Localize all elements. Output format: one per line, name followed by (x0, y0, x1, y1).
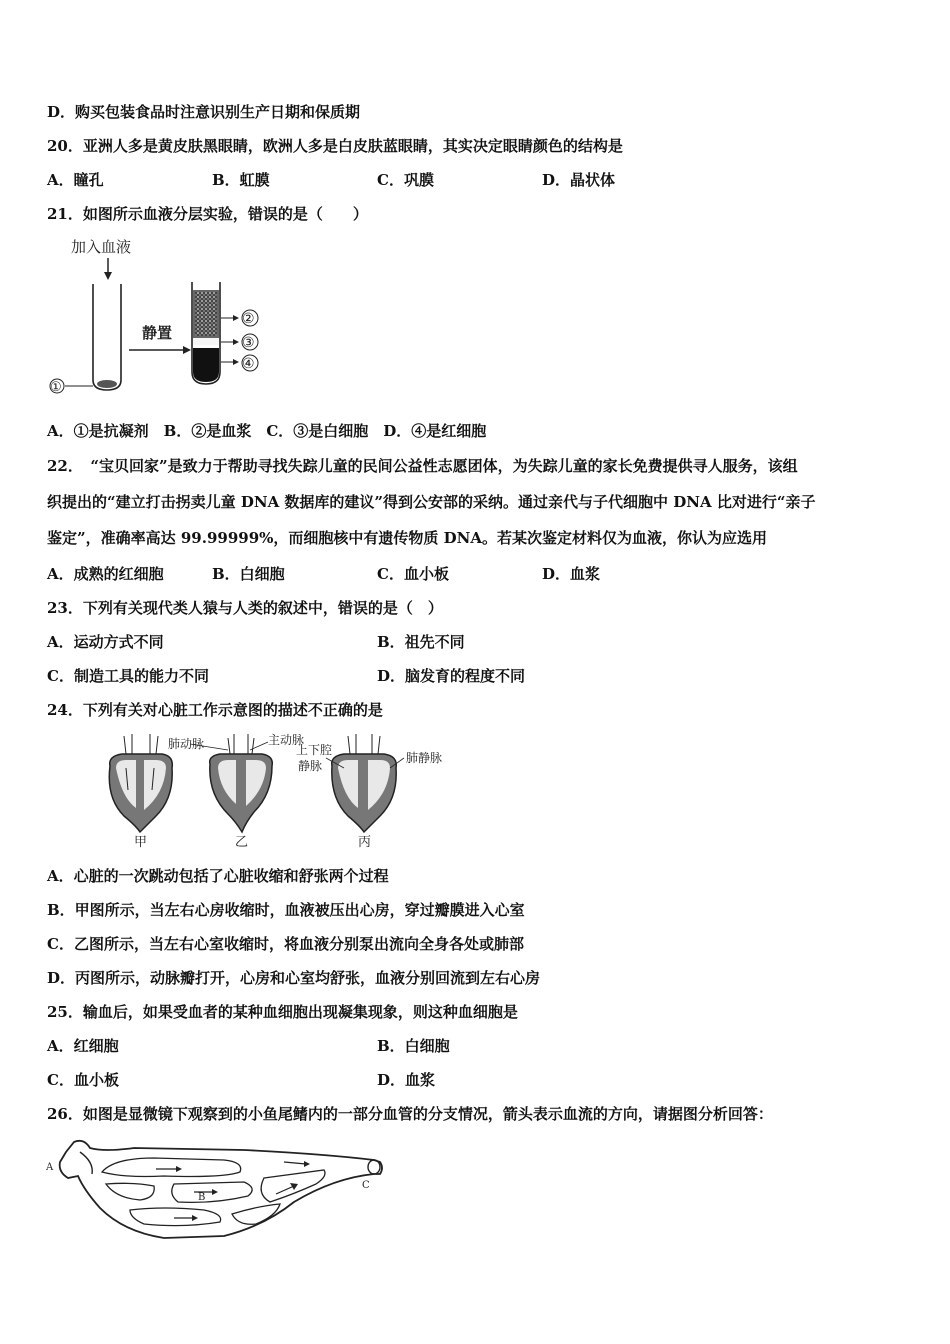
q24-option-b: B．甲图所示，当左右心房收缩时，血液被压出心房，穿过瓣膜进入心室 (47, 901, 525, 919)
vessel-label-c: C (362, 1180, 370, 1191)
heart-diagram-figure (100, 728, 460, 850)
q25-option-a: A．红细胞 (47, 1037, 119, 1055)
label-bing: 丙 (358, 835, 372, 850)
q25-option-b: B．白细胞 (377, 1037, 450, 1055)
q22-option-b: B．白细胞 (212, 565, 285, 583)
label-pulmonary-vein: 肺静脉 (406, 751, 443, 765)
q25-stem: 25．输血后，如果受血者的某种血细胞出现凝集现象，则这种血细胞是 (47, 1003, 518, 1021)
q20-stem: 20．亚洲人多是黄皮肤黑眼睛，欧洲人多是白皮肤蓝眼睛，其实决定眼睛颜色的结构是 (47, 137, 623, 155)
q24-stem: 24．下列有关对心脏工作示意图的描述不正确的是 (47, 701, 383, 719)
blood-layering-figure (45, 232, 285, 402)
heart-bing (326, 734, 404, 832)
marker-4: ④ (242, 356, 255, 372)
q26-stem: 26．如图是显微镜下观察到的小鱼尾鳍内的一部分血管的分支情况，箭头表示血流的方向，请据图分析回答： (47, 1105, 773, 1123)
q22-stem-line1: 22． “宝贝回家”是致力于帮助寻找失踪儿童的民间公益性志愿团体，为失踪儿童的家长免费提供寻人服务，该组 (47, 457, 798, 475)
q24-option-c: C．乙图所示，当左右心室收缩时，将血液分别泵出流向全身各处或肺部 (47, 935, 524, 953)
q21-options: A．①是抗凝剂 B．②是血浆 C．③是白细胞 D．④是红细胞 (47, 422, 487, 440)
q23-option-a: A．运动方式不同 (47, 633, 164, 651)
q20-option-a: A．瞳孔 (47, 171, 104, 189)
heart-jia (109, 734, 172, 832)
vessel-label-b: B (198, 1192, 206, 1203)
q21-stem: 21．如图所示血液分层实验，错误的是（ ） (47, 205, 368, 223)
test-tube-left (93, 284, 121, 390)
label-jia: 甲 (134, 835, 148, 850)
q22-stem-line2: 织提出的“建立打击拐卖儿童 DNA 数据库的建议”得到公安部的采纳。通过亲代与子代细胞中 DNA 比对进行“亲子 (47, 493, 816, 511)
label-yi: 乙 (235, 835, 249, 850)
q23-option-c: C．制造工具的能力不同 (47, 667, 209, 685)
q23-stem: 23．下列有关现代类人猿与人类的叙述中，错误的是（ ） (47, 599, 443, 617)
label-aorta: 主动脉 (268, 733, 305, 747)
marker-1: ① (50, 380, 62, 395)
q22-option-a: A．成熟的红细胞 (47, 565, 164, 583)
add-blood-label: 加入血液 (71, 238, 132, 256)
q19-option-d: D．购买包装食品时注意识别生产日期和保质期 (47, 103, 361, 121)
q22-option-c: C．血小板 (377, 565, 449, 583)
q20-option-d: D．晶状体 (542, 171, 616, 189)
label-pulmonary-artery: 肺动脉 (168, 737, 205, 751)
q20-option-c: C．巩膜 (377, 171, 434, 189)
q23-option-d: D．脑发育的程度不同 (377, 667, 526, 685)
marker-3: ③ (242, 335, 255, 351)
q24-option-a: A．心脏的一次跳动包括了心脏收缩和舒张两个过程 (47, 867, 389, 885)
still-label: 静置 (142, 324, 173, 342)
label-vena-cava-2: 静脉 (298, 759, 323, 773)
q25-option-d: D．血浆 (377, 1071, 436, 1089)
fish-tail-vessels-figure (44, 1132, 394, 1244)
marker-2: ② (242, 311, 255, 327)
q25-option-c: C．血小板 (47, 1071, 119, 1089)
q22-stem-line3: 鉴定”，准确率高达 99.99999%，而细胞核中有遗传物质 DNA。若某次鉴定材料仅为血液，你认为应选用 (47, 529, 767, 547)
q22-option-d: D．血浆 (542, 565, 601, 583)
q24-option-d: D．丙图所示，动脉瓣打开，心房和心室均舒张，血液分别回流到左右心房 (47, 969, 541, 987)
q20-option-b: B．虹膜 (212, 171, 270, 189)
q23-option-b: B．祖先不同 (377, 633, 465, 651)
vessel-label-a: A (46, 1162, 54, 1173)
label-vena-cava-1: 上下腔 (296, 743, 333, 757)
